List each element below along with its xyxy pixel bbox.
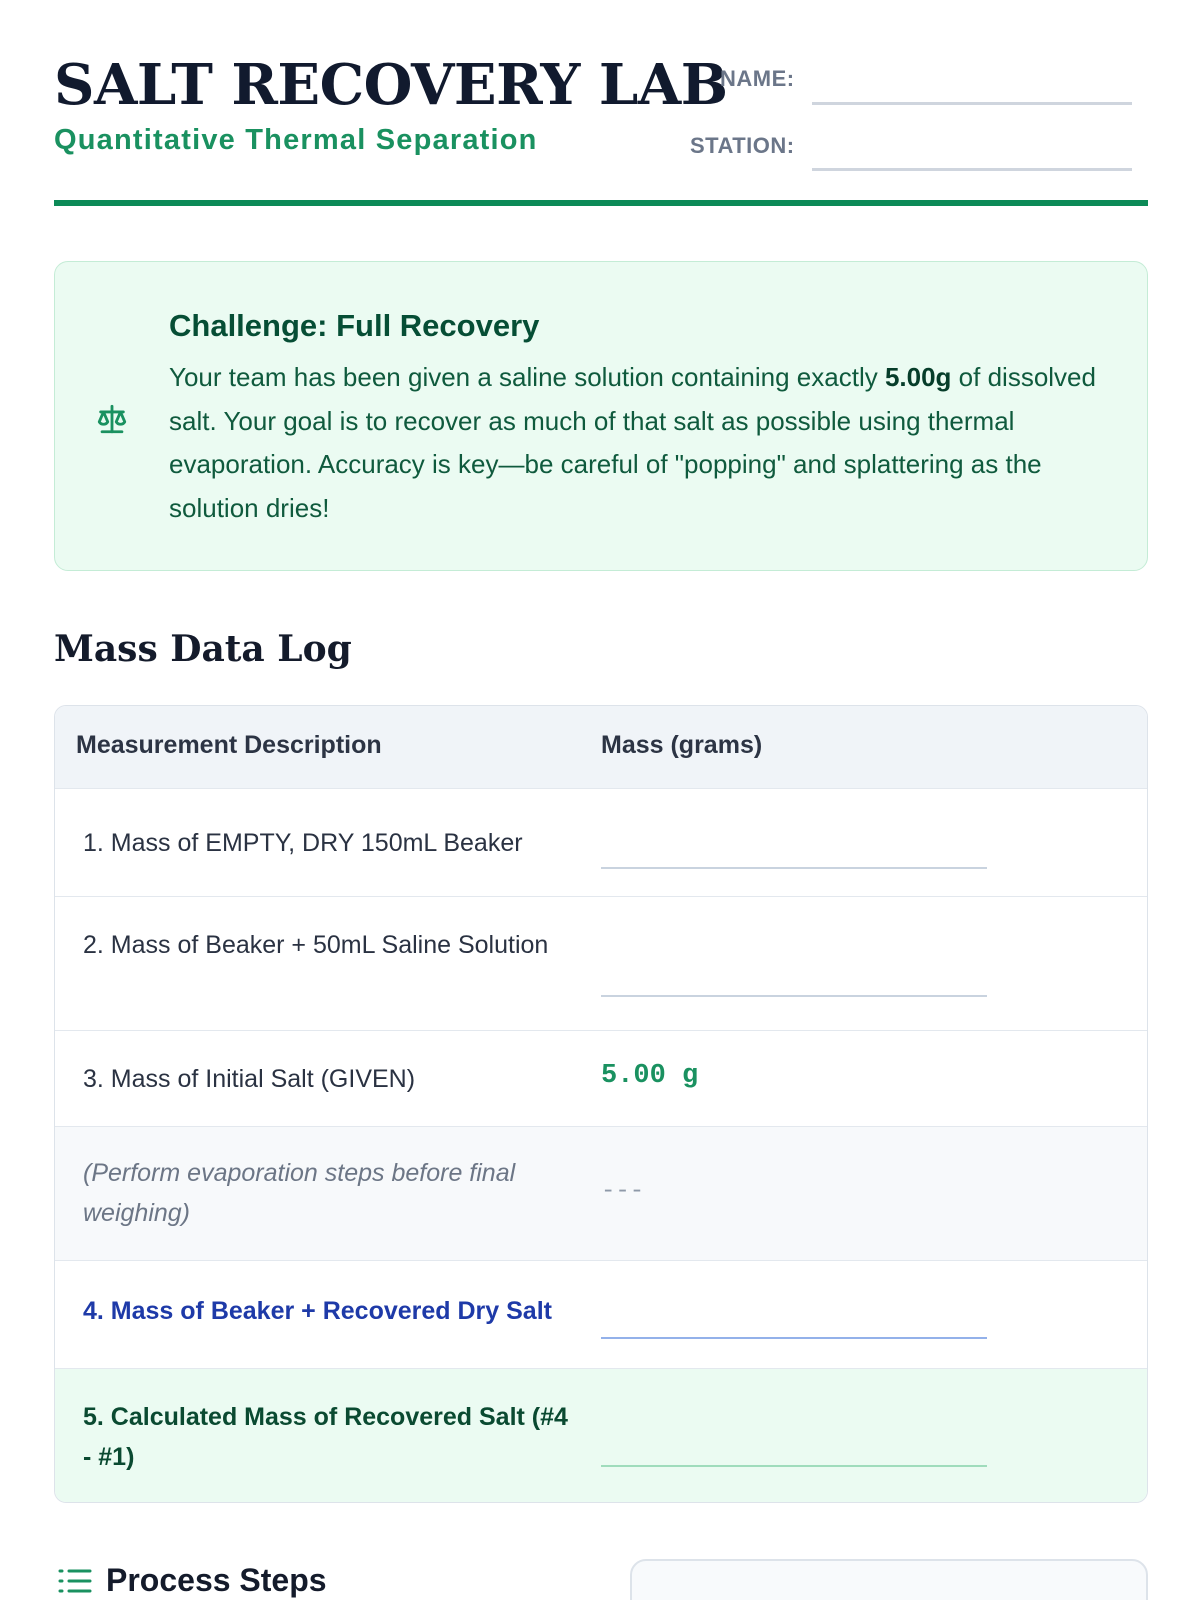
balance-scale-icon xyxy=(95,402,129,436)
challenge-callout xyxy=(54,261,1148,571)
row-label: 2. Mass of Beaker + 50mL Saline Solution xyxy=(83,931,549,959)
placeholder-dash: --- xyxy=(601,1178,645,1205)
given-mass-value: 5.00 g xyxy=(601,1061,699,1091)
row-label: 1. Mass of EMPTY, DRY 150mL Beaker xyxy=(83,829,523,857)
page-subtitle: Quantitative Thermal Separation xyxy=(54,124,538,156)
row-label: 3. Mass of Initial Salt (GIVEN) xyxy=(83,1065,416,1093)
process-steps-title: Process Steps xyxy=(106,1562,327,1598)
row-label: 5. Calculated Mass of Recovered Salt (#4 - #1) xyxy=(83,1403,568,1471)
challenge-body xyxy=(169,356,1109,530)
challenge-body-rest: of dissolved salt. Your goal is to recover as much of that salt as possible using thermal evaporation. Accuracy is key—be careful of "popping" and splattering as the solution dries! xyxy=(169,362,1096,523)
mass-input-empty-beaker[interactable] xyxy=(601,867,987,869)
row-label: (Perform evaporation steps before final weighing) xyxy=(83,1159,516,1227)
side-panel xyxy=(630,1559,1148,1600)
table-row-empty-beaker xyxy=(55,788,1147,896)
table-header-row xyxy=(55,706,1147,788)
challenge-salt-mass: 5.00g xyxy=(884,362,952,392)
mass-input-beaker-solution[interactable] xyxy=(601,995,987,997)
mass-log-title: Mass Data Log xyxy=(54,628,352,670)
table-row-beaker-solution xyxy=(55,896,1147,1030)
table-row-recovered-salt-beaker xyxy=(55,1260,1147,1368)
column-header-description: Measurement Description xyxy=(76,731,382,759)
header-divider xyxy=(54,200,1148,206)
list-icon xyxy=(56,1566,92,1596)
mass-input-calculated-salt[interactable] xyxy=(601,1465,987,1467)
table-row-initial-salt xyxy=(55,1030,1147,1126)
column-header-mass: Mass (grams) xyxy=(601,731,763,759)
name-label: NAME: xyxy=(720,66,795,91)
page-title: SALT RECOVERY LAB xyxy=(54,52,728,118)
station-label: STATION: xyxy=(690,133,795,158)
challenge-body-intro: Your team has been given a saline solution containing exactly xyxy=(169,362,885,392)
mass-input-recovered-beaker[interactable] xyxy=(601,1337,987,1339)
worksheet-header xyxy=(54,0,1148,208)
table-row-calculated-salt xyxy=(55,1368,1147,1503)
name-field[interactable] xyxy=(812,102,1132,105)
challenge-title: Challenge: Full Recovery xyxy=(169,308,540,343)
table-row-evaporation-note xyxy=(55,1126,1147,1260)
station-field[interactable] xyxy=(812,168,1132,171)
row-label: 4. Mass of Beaker + Recovered Dry Salt xyxy=(83,1297,552,1325)
mass-data-table xyxy=(54,705,1148,1503)
